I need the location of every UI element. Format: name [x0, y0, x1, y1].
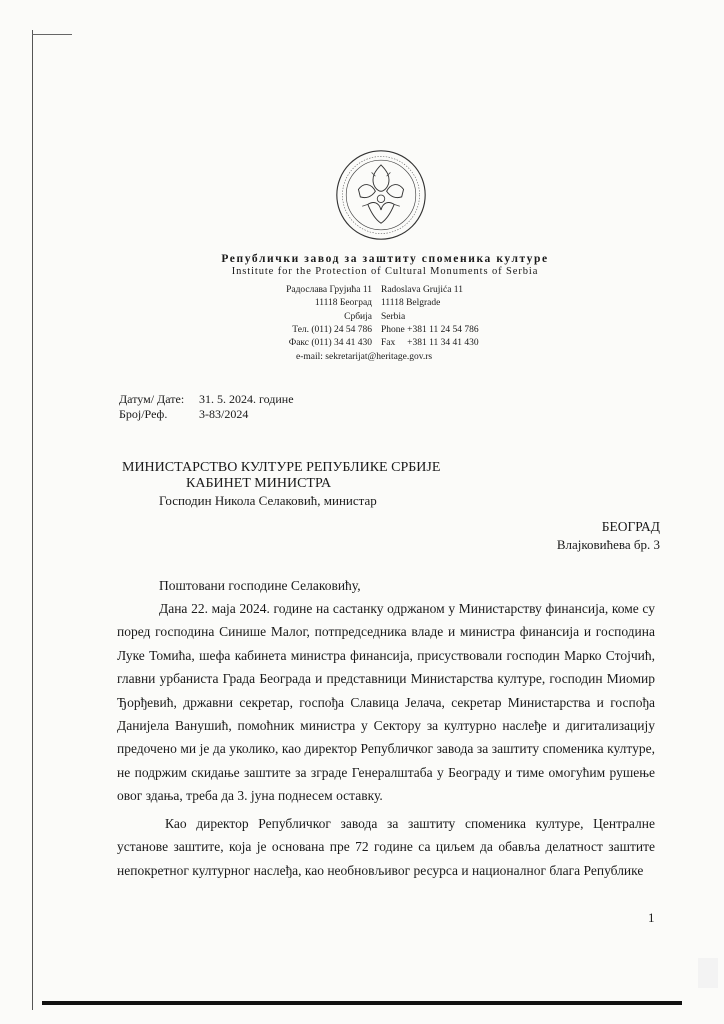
date-value: 31. 5. 2024. године	[199, 392, 294, 406]
recipient-cabinet: КАБИНЕТ МИНИСТРА	[186, 476, 332, 491]
phone-line: Тел. (011) 24 54 786	[292, 324, 372, 335]
address-line: Serbia	[381, 311, 406, 322]
page-number: 1	[648, 910, 655, 925]
fax-line: Факс (011) 34 41 430	[288, 338, 372, 349]
institute-name-serbian: Републички завод за заштиту споменика културе	[221, 253, 549, 265]
scan-edge-top	[32, 34, 72, 35]
fax-line: Fax +381 11 34 41 430	[381, 338, 479, 349]
date-label: Датум/ Дате:	[119, 392, 185, 406]
institute-emblem-icon	[334, 148, 428, 242]
email-line: e-mail: sekretarijat@heritage.gov.rs	[296, 352, 433, 362]
reference-value: 3-83/2024	[199, 407, 249, 421]
recipient-person: Господин Никола Селаковић, министар	[159, 493, 377, 508]
address-line: Србија	[344, 311, 372, 322]
address-line: 11118 Belgrade	[381, 298, 441, 309]
address-line: 11118 Београд	[314, 298, 372, 309]
body-paragraph-2: Као директор Републичког завода за заштиту споменика културе, Централне установе заштите, која је основана пре 72 године са циљем да обавља делатност заштите непокретног културног наслеђа, као необновљивог ресурса и националног блага Републике	[117, 816, 655, 878]
phone-line: Phone +381 11 24 54 786	[381, 324, 479, 335]
date-row	[119, 392, 294, 407]
recipient-ministry: МИНИСТАРСТВО КУЛТУРЕ РЕПУБЛИКЕ СРБИЈЕ	[122, 460, 441, 475]
salutation: Поштовани господине Селаковићу,	[159, 578, 361, 593]
address-line: Radoslava Grujića 11	[381, 285, 463, 295]
institute-name-english: Institute for the Protection of Cultural Monuments of Serbia	[231, 266, 539, 277]
scan-mark	[698, 958, 718, 988]
address-serbian	[262, 284, 372, 350]
reference-label: Број/Реф.	[119, 407, 168, 421]
reference-row	[119, 407, 248, 422]
address-english	[381, 284, 521, 350]
scan-edge-left	[32, 30, 33, 1010]
body-paragraph-1: Дана 22. маја 2024. године на састанку одржаном у Министарству финансија, коме су поред господина Синише Малог, потпредседника владе и министра финансија и господина Луке Томића, шефа кабинета министра финансија, присуствовали господин Марко Стојчић, главни урбаниста Града Београда и представници Министарства културе, господин Миомир Ђорђевић, државни секретар, госпођа Славица Јелача, секретар Министарства и госпођа Данијела Ванушић, помоћник министра у Сектору за културно наслеђе и дигитализацију предочено ми је да уколико, као директор Републичког завода за заштиту споменика културе, не подржим скидање заштите за зграде Генералштаба у Београду и тиме омогућим рушење овог здања, треба да 3. јуна поднесем оставку.	[117, 601, 655, 804]
recipient-street: Влајковићева бр. 3	[556, 537, 660, 552]
scan-edge-bottom	[42, 1001, 682, 1005]
address-line: Радослава Грујића 11	[286, 285, 372, 295]
recipient-city: БЕОГРАД	[601, 519, 660, 534]
